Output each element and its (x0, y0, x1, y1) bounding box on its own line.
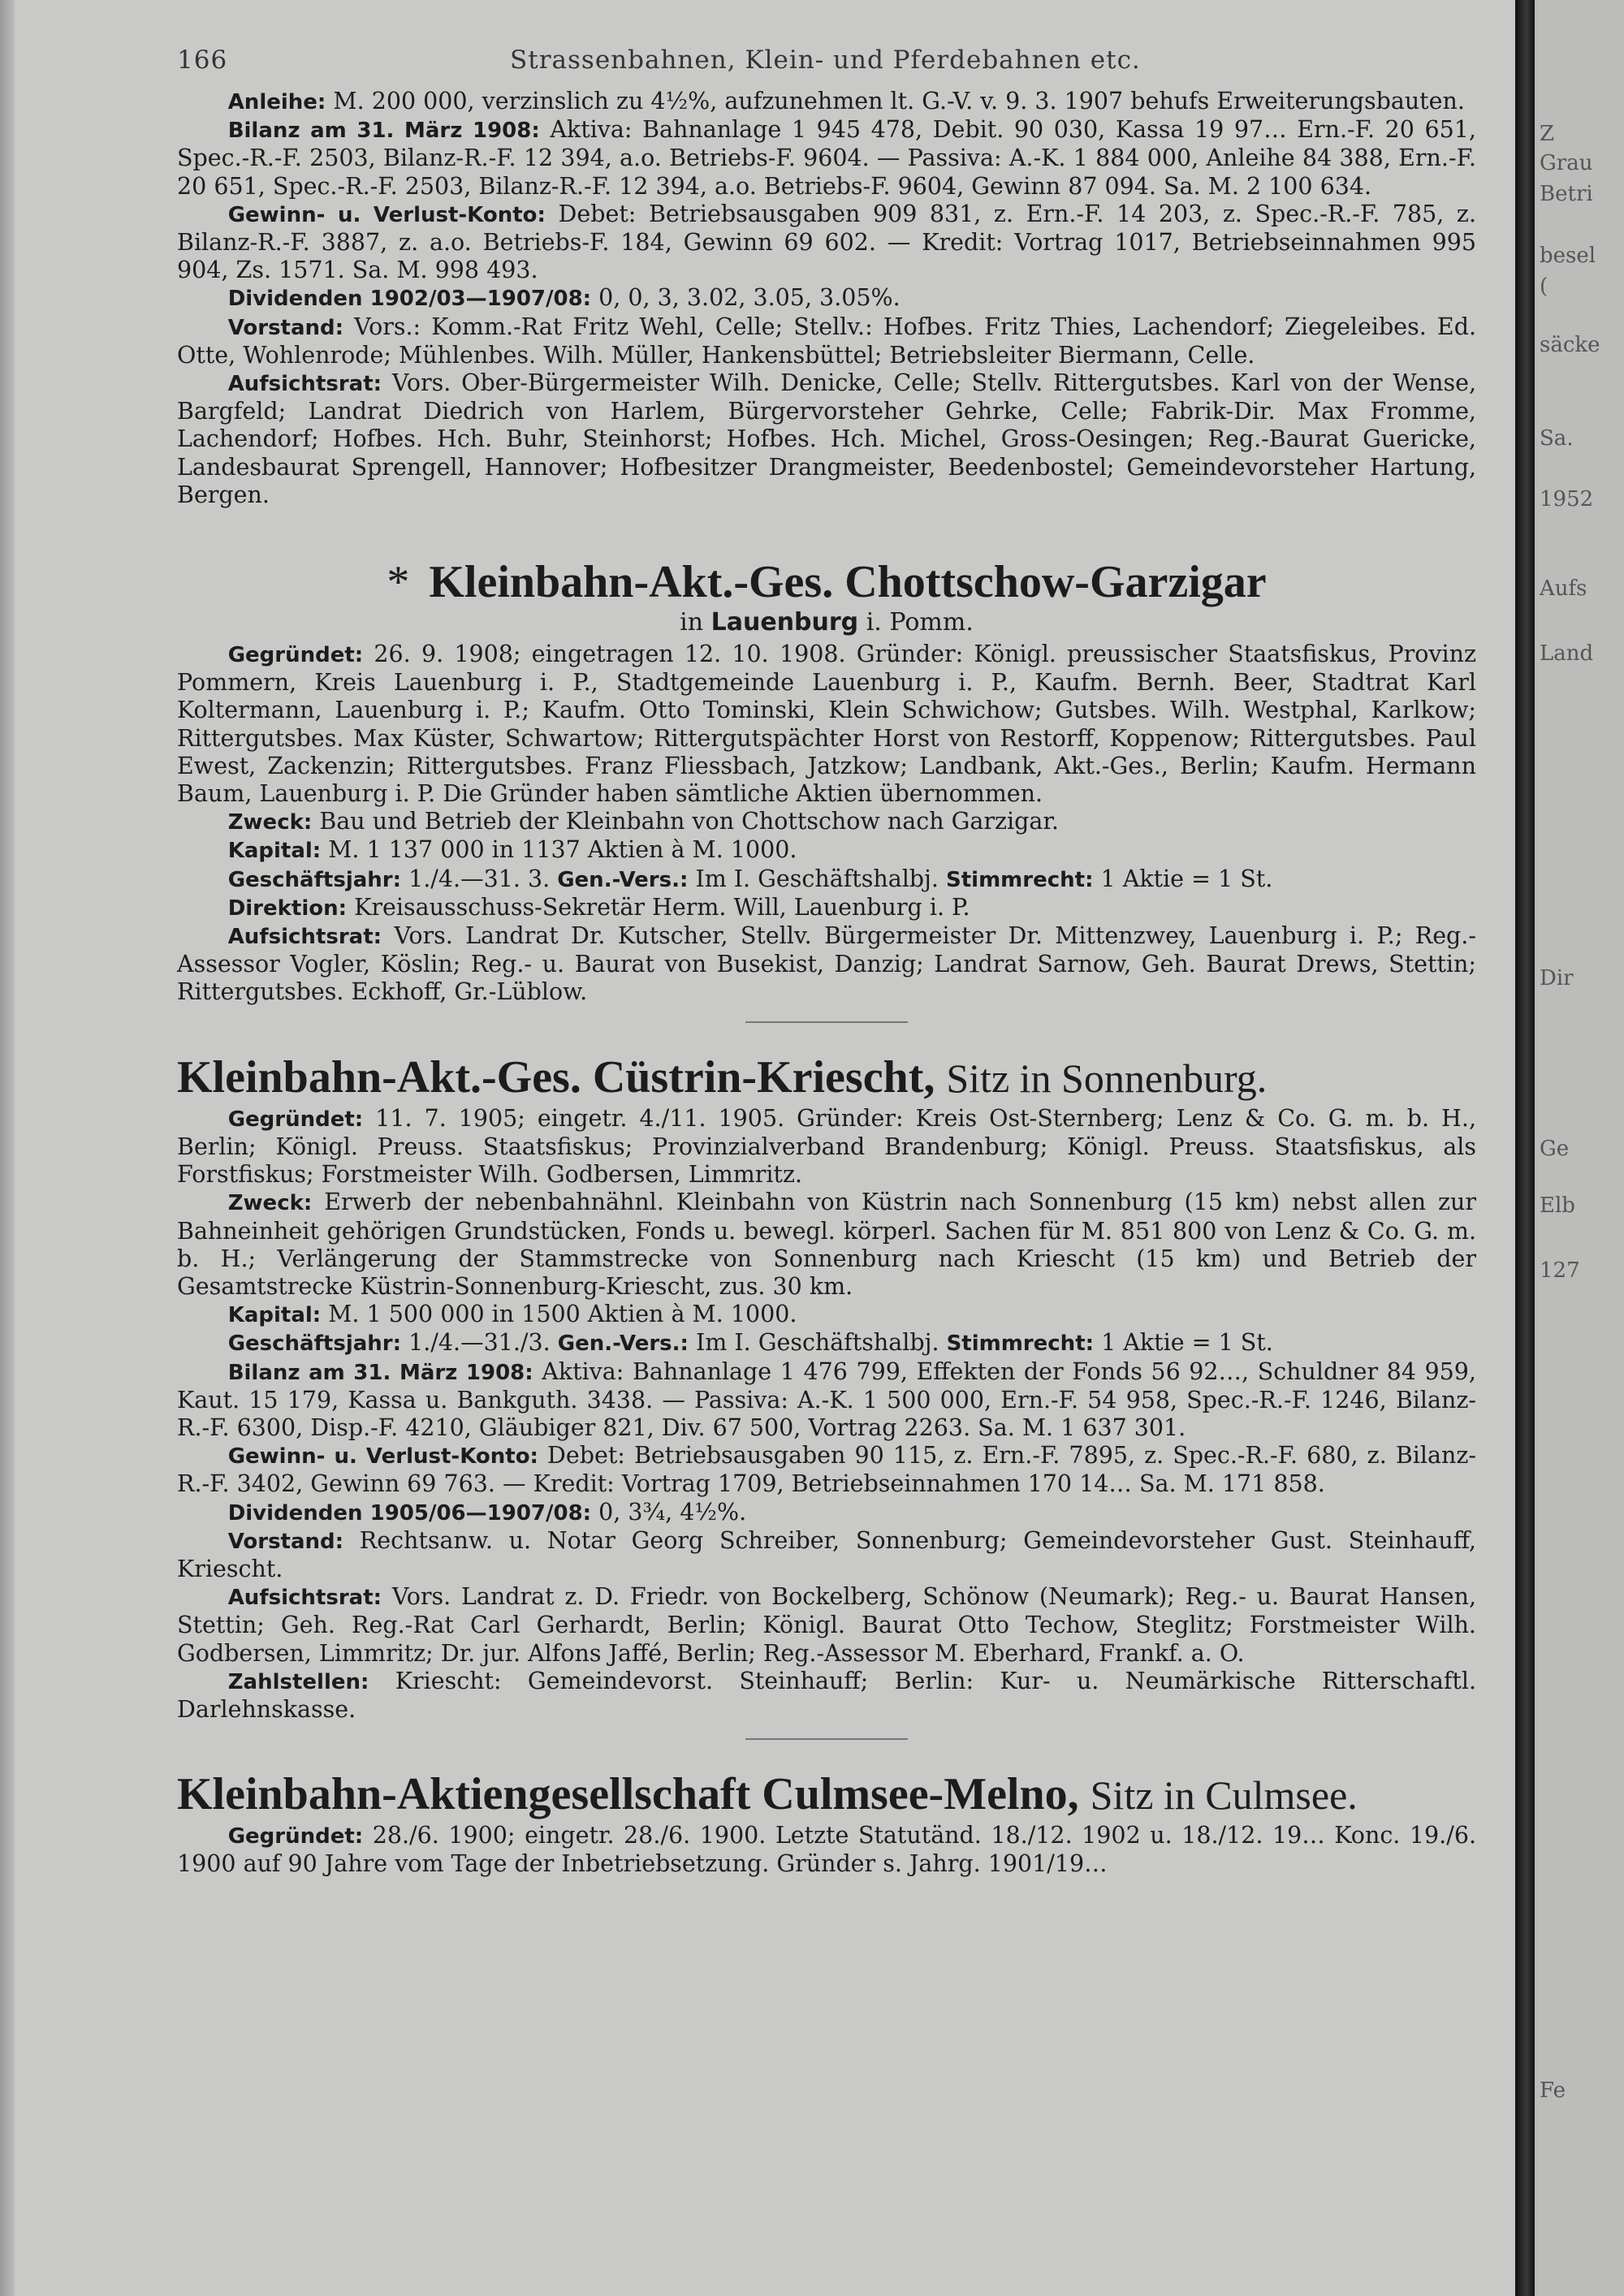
field-text: Vors.: Komm.-Rat Fritz Wehl, Celle; Stellv.: Hofbes. Fritz Thies, Lachendorf; Ziegeleibes. Ed. Otte, Wohlenrode; Mühlenbes. Wilh. Müller, Hankensbüttel; Betriebsleiter Biermann, Celle. (177, 313, 1477, 369)
star-marker: * (387, 557, 410, 608)
book-spine-edge (0, 0, 15, 2296)
section-divider (745, 1738, 908, 1740)
location-city: Lauenburg (710, 608, 859, 637)
field-label: Dividenden 1905/06—1907/08: (227, 1500, 592, 1526)
location-prefix: in (680, 608, 704, 637)
field-text: Im I. Geschäftshalbj. (695, 865, 939, 892)
book-gutter (1515, 0, 1535, 2296)
field-bilanz (177, 1358, 1476, 1443)
field-text: 1 Aktie = 1 St. (1100, 865, 1273, 892)
field-zahlstellen (177, 1668, 1476, 1724)
field-text: Vors. Landrat z. D. Friedr. von Bockelberg, Schönow (Neumark); Reg.- u. Baurat Hansen, Stettin; Geh. Reg.-Rat Carl Gerhardt, Berlin; Königl. Baurat Otto Techow, Steglitz; Forstmeister Wilh. Godbersen, Limmritz; Dr. jur. Alfons Jaffé, Berlin; Reg.-Assessor M. Eberhard, Frankf. a. O. (177, 1583, 1477, 1667)
field-label: Direktion: (227, 896, 348, 921)
entry-cuestrin-kriescht (177, 1051, 1476, 1724)
field-text: Kriescht: Gemeindevorst. Steinhauff; Berlin: Kur- u. Neumärkische Ritterschaftl. Darlehnskasse. (177, 1667, 1476, 1723)
field-label: Aufsichtsrat: (227, 925, 382, 950)
company-location (177, 608, 1476, 637)
field-text: 1./4.—31. 3. (408, 865, 551, 892)
field-label: Gegründet: (227, 1107, 364, 1132)
field-gegruendet (177, 641, 1476, 808)
field-label: Gewinn- u. Verlust-Konto: (227, 202, 546, 227)
field-label: Stimmrecht: (946, 1331, 1095, 1357)
field-text: Rechtsanw. u. Notar Georg Schreiber, Sonnenburg; Gemeindevorsteher Gust. Steinhauff, Kriescht. (177, 1526, 1476, 1582)
field-label: Gegründet: (227, 643, 364, 668)
running-title: Strassenbahnen, Klein- und Pferdebahnen etc. (510, 45, 1141, 75)
adjacent-fragment: 127 (1540, 1258, 1580, 1283)
field-text: 11. 7. 1905; eingetr. 4./11. 1905. Gründer: Kreis Ost-Sternberg; Lenz & Co. G. m. b. H., Berlin; Königl. Preuss. Staatsfiskus; Provinzialverband Brandenburg; Königl. Preuss. Staatsfiskus, als Forstfiskus; Forstmeister Wilh. Godbersen, Limmritz. (177, 1104, 1477, 1189)
entry-culmsee-melno (177, 1767, 1476, 1878)
company-seat: Sitz in Sonnenburg. (946, 1055, 1268, 1101)
field-geschaeftsjahr (177, 865, 1476, 894)
field-zweck (177, 1189, 1476, 1301)
field-label: Gegründet: (227, 1824, 364, 1849)
field-label: Gewinn- u. Verlust-Konto: (227, 1444, 538, 1470)
adjacent-fragment: Aufs (1540, 576, 1587, 601)
field-aufsichtsrat (177, 922, 1476, 1007)
field-text: Im I. Geschäftshalbj. (695, 1329, 939, 1357)
field-text: Bau und Betrieb der Kleinbahn von Chottschow nach Garzigar. (319, 808, 1059, 835)
field-gegruendet (177, 1822, 1476, 1878)
field-text: Debet: Betriebsausgaben 909 831, z. Ern.-F. 14 203, z. Spec.-R.-F. 785, z. Bilanz-R.-F. 3887, z. a.o. Betriebs-F. 184, Gewinn 69 602. — Kredit: Vortrag 1017, Betriebseinnahmen 995 904, Zs. 1571. Sa. M. 998 493. (177, 200, 1476, 284)
field-label: Gen.-Vers.: (557, 867, 689, 892)
field-text: Aktiva: Bahnanlage 1 945 478, Debit. 90 030, Kassa 19 97… Ern.-F. 20 651, Spec.-R.-F. 2503, Bilanz-R.-F. 12 394, a.o. Betriebs-F. 9604. — Passiva: A.-K. 1 884 000, Anleihe 84 388, Ern.-F. 20 651, Spec.-R.-F. 2503, Bilanz-R.-F. 12 394, a.o. Betriebs-F. 9604, Gewinn 87 094. Sa. M. 2 100 634. (177, 116, 1476, 200)
field-label: Zweck: (227, 1191, 313, 1216)
field-label: Kapital: (227, 839, 322, 864)
field-text: 1 Aktie = 1 St. (1101, 1329, 1273, 1357)
adjacent-fragment: Betri (1540, 182, 1593, 206)
field-label: Bilanz am 31. März 1908: (227, 119, 540, 144)
field-label: Aufsichtsrat: (227, 1586, 382, 1611)
adjacent-fragment: Dir (1540, 966, 1574, 990)
adjacent-fragment: 1952 (1540, 487, 1594, 511)
field-label: Kapital: (227, 1303, 322, 1328)
field-text: 0, 0, 3, 3.02, 3.05, 3.05%. (598, 284, 901, 312)
field-anleihe (177, 88, 1476, 116)
entry-continued (177, 88, 1476, 509)
field-label: Vorstand: (227, 1529, 344, 1554)
company-name: Kleinbahn-Akt.-Ges. Chottschow-Garzigar (429, 557, 1267, 608)
field-gewinn-verlust (177, 201, 1476, 285)
page-content (177, 45, 1476, 1879)
field-zweck (177, 808, 1476, 836)
company-name: Kleinbahn-Akt.-Ges. Cüstrin-Kriescht, (177, 1051, 935, 1103)
field-label: Anleihe: (227, 90, 326, 114)
company-title (177, 1767, 1476, 1822)
company-name: Kleinbahn-Aktiengesellschaft Culmsee-Melno, (177, 1769, 1079, 1820)
field-vorstand (177, 1527, 1476, 1583)
field-vorstand (177, 313, 1476, 369)
field-bilanz (177, 116, 1476, 201)
field-label: Zahlstellen: (227, 1669, 369, 1694)
section-divider (745, 1021, 908, 1023)
field-text: Aktiva: Bahnanlage 1 476 799, Effekten der Fonds 56 92…, Schuldner 84 959, Kaut. 15 179, Kassa u. Bankguth. 3438. — Passiva: A.-K. 1 500 000, Ern.-F. 54 958, Spec.-R.-F. 1246, Bilanz-R.-F. 6300, Disp.-F. 4210, Gläubiger 821, Div. 67 500, Vortrag 2263. Sa. M. 1 637 301. (177, 1357, 1476, 1441)
field-text: Debet: Betriebsausgaben 90 115, z. Ern.-F. 7895, z. Spec.-R.-F. 680, z. Bilanz-R.-F. 3402, Gewinn 69 763. — Kredit: Vortrag 1709, Betriebseinnahmen 170 14… Sa. M. 171 858. (177, 1442, 1476, 1498)
field-dividenden (177, 1499, 1476, 1527)
scanned-page (15, 0, 1515, 2296)
field-text: Erwerb der nebenbahnähnl. Kleinbahn von Küstrin nach Sonnenburg (15 km) nebst allen zur Bahneinheit gehörigen Grundstücken, Fonds u. bewegl. körperl. Sachen für M. 851 800 von Lenz & Co. G. m. b. H.; Verlängerung der Stammstrecke von Sonnenburg nach Kriescht (15 km) und Betrieb der Gesamtstrecke Küstrin-Sonnenburg-Kriescht, zus. 30 km. (177, 1189, 1476, 1300)
company-seat: Sitz in Culmsee. (1090, 1772, 1358, 1819)
field-label: Aufsichtsrat: (227, 372, 382, 397)
company-title (177, 1051, 1476, 1105)
adjacent-fragment: ( (1540, 274, 1548, 299)
field-label: Vorstand: (227, 315, 344, 340)
adjacent-fragment: Z (1540, 122, 1555, 146)
field-aufsichtsrat (177, 1583, 1476, 1668)
field-label: Bilanz am 31. März 1908: (227, 1360, 533, 1385)
field-label: Gen.-Vers.: (557, 1331, 689, 1357)
field-text: 26. 9. 1908; eingetragen 12. 10. 1908. Gründer: Königl. preussischer Staatsfiskus, Provinz Pommern, Kreis Lauenburg i. P., Stadtgemeinde Lauenburg i. P., Kaufm. Bernh. Beer, Stadtrat Karl Koltermann, Lauenburg i. P.; Kaufm. Otto Tominski, Klein Schwichow; Gutsbes. Wilh. Westphal, Karlkow; Rittergutsbes. Max Küster, Schwartow; Rittergutspächter Horst von Restorff, Koppenow; Rittergutsbes. Paul Ewest, Zackenzin; Rittergutsbes. Franz Fliessbach, Jatzkow; Landbank, Akt.-Ges., Berlin; Kaufm. Hermann Baum, Lauenburg i. P. Die Gründer haben sämtliche Aktien übernommen. (177, 641, 1476, 808)
field-label: Zweck: (227, 810, 313, 835)
field-text: 1./4.—31./3. (408, 1329, 551, 1357)
field-geschaeftsjahr (177, 1329, 1476, 1357)
field-label: Geschäftsjahr: (227, 867, 402, 892)
field-dividenden (177, 284, 1476, 313)
location-suffix: i. Pomm. (866, 608, 974, 637)
field-text: M. 1 500 000 in 1500 Aktien à M. 1000. (328, 1301, 797, 1328)
field-label: Geschäftsjahr: (227, 1331, 402, 1357)
field-gegruendet (177, 1105, 1476, 1189)
adjacent-fragment: säcke (1540, 333, 1600, 357)
adjacent-fragment: Ge (1540, 1137, 1570, 1161)
page-number: 166 (177, 45, 228, 75)
field-aufsichtsrat (177, 369, 1476, 509)
field-text: M. 200 000, verzinslich zu 4½%, aufzunehmen lt. G.-V. v. 9. 3. 1907 behufs Erweiterungsbauten. (333, 88, 1465, 114)
field-label: Dividenden 1902/03—1907/08: (227, 287, 592, 312)
adjacent-fragment: Fe (1540, 2078, 1566, 2103)
adjacent-fragment: Elb (1540, 1193, 1575, 1218)
field-text: Vors. Landrat Dr. Kutscher, Stellv. Bürgermeister Dr. Mittenzwey, Lauenburg i. P.; Reg.-Assessor Vogler, Köslin; Reg.- u. Baurat von Busekist, Danzig; Landrat Sarnow, Geh. Baurat Drews, Stettin; Rittergutsbes. Eckhoff, Gr.-Lüblow. (177, 922, 1476, 1006)
adjacent-fragment: besel (1540, 244, 1596, 268)
field-label: Stimmrecht: (946, 867, 1094, 892)
running-head (177, 45, 1476, 88)
field-text: Vors. Ober-Bürgermeister Wilh. Denicke, Celle; Stellv. Rittergutsbes. Karl von der Wense, Bargfeld; Landrat Diedrich von Harlem, Bürgervorsteher Gehrke, Celle; Fabrik-Dir. Max Fromme, Lachendorf; Hofbes. Hch. Buhr, Steinhorst; Hofbes. Hch. Michel, Gross-Oesingen; Reg.-Baurat Guericke, Landesbaurat Sprengell, Hannover; Hofbesitzer Drangmeister, Beedenbostel; Gemeindevorsteher Hartung, Bergen. (177, 369, 1477, 508)
field-text: M. 1 137 000 in 1137 Aktien à M. 1000. (328, 836, 797, 864)
field-direktion (177, 894, 1476, 922)
adjacent-fragment: Sa. (1540, 426, 1574, 451)
adjacent-fragment: Land (1540, 641, 1594, 666)
field-gewinn-verlust (177, 1442, 1476, 1498)
company-title (177, 556, 1476, 608)
field-kapital (177, 836, 1476, 865)
entry-chottschow-garzigar (177, 556, 1476, 1007)
field-kapital (177, 1301, 1476, 1329)
adjacent-page-edge (1535, 0, 1624, 2296)
field-text: 28./6. 1900; eingetr. 28./6. 1900. Letzte Statutänd. 18./12. 1902 u. 18./12. 19… Konc. 19./6. 1900 auf 90 Jahre vom Tage der Inbetriebsetzung. Gründer s. Jahrg. 1901/19… (177, 1822, 1477, 1878)
field-text: 0, 3¾, 4½%. (598, 1498, 747, 1526)
adjacent-fragment: Grau (1540, 151, 1593, 175)
field-text: Kreisausschuss-Sekretär Herm. Will, Lauenburg i. P. (354, 893, 970, 921)
